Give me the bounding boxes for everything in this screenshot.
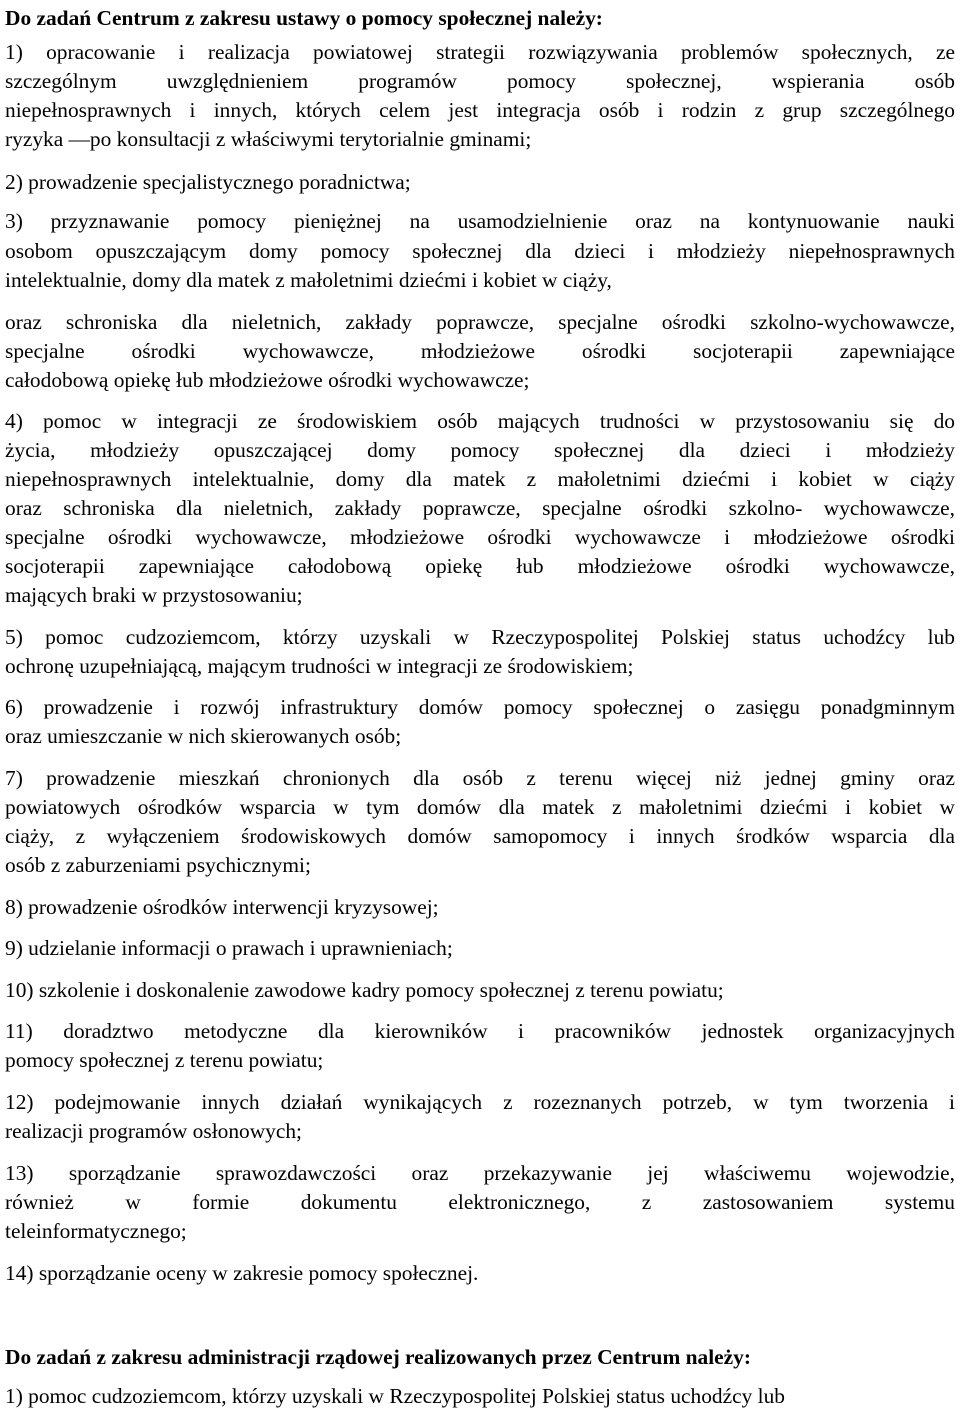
text-line: 1) pomoc cudzoziemcom, którzy uzyskali w Rzeczypospolitej Polskiej status uchodźcy lub (5, 1384, 785, 1408)
text-line: osób z zaburzeniami psychicznymi; (5, 853, 311, 877)
text-line: socjoterapii zapewniające całodobową opiekę łub młodzieżowe ośrodki wychowawcze, (5, 554, 955, 578)
text-line: 12) podejmowanie innych działań wynikających z rozeznanych potrzeb, w tym tworzenia i (5, 1090, 955, 1114)
text-line: niepełnosprawnych i innych, których celem jest integracja osób i rodzin z grup szczególnego (5, 98, 955, 122)
text-line: 3) przyznawanie pomocy pieniężnej na usamodzielnienie oraz na kontynuowanie nauki (5, 209, 955, 233)
text-line: pomocy społecznej z terenu powiatu; (5, 1048, 324, 1072)
text-line: osobom opuszczającym domy pomocy społecznej dla dzieci i młodzieży niepełnosprawnych (5, 239, 955, 263)
section-heading: Do zadań z zakresu administracji rządowej realizowanych przez Centrum należy: (5, 1345, 751, 1369)
text-line: oraz schroniska dla nieletnich, zakłady poprawcze, specjalne ośrodki szkolno- wychowawcze, (5, 496, 955, 520)
text-line: również w formie dokumentu elektronicznego, z zastosowaniem systemu (5, 1190, 955, 1214)
text-line: 9) udzielanie informacji o prawach i uprawnieniach; (5, 936, 453, 960)
text-line: 2) prowadzenie specjalistycznego poradnictwa; (5, 170, 411, 194)
text-line: oraz schroniska dla nieletnich, zakłady poprawcze, specjalne ośrodki szkolno-wychowawcze, (5, 310, 955, 334)
text-line: 8) prowadzenie ośrodków interwencji kryzysowej; (5, 895, 439, 919)
text-line: niepełnosprawnych intelektualnie, domy dla matek z małoletnimi dziećmi i kobiet w ciąży (5, 467, 955, 491)
text-line: ciąży, z wyłączeniem środowiskowych domów samopomocy i innych środków wsparcia dla (5, 824, 955, 848)
text-line: ryzyka —po konsultacji z właściwymi terytorialnie gminami; (5, 127, 532, 151)
text-line: specjalne ośrodki wychowawcze, młodzieżowe ośrodki wychowawcze i młodzieżowe ośrodki (5, 525, 955, 549)
text-line: 1) opracowanie i realizacja powiatowej strategii rozwiązywania problemów społecznych, ze (5, 40, 955, 64)
text-line: 4) pomoc w integracji ze środowiskiem osób mających trudności w przystosowaniu się do (5, 409, 955, 433)
text-line: 13) sporządzanie sprawozdawczości oraz przekazywanie jej właściwemu wojewodzie, (5, 1161, 955, 1185)
text-line: oraz umieszczanie w nich skierowanych osób; (5, 724, 402, 748)
text-line: specjalne ośrodki wychowawcze, młodzieżowe ośrodki socjoterapii zapewniające (5, 339, 955, 363)
text-line: intelektualnie, domy dla matek z małoletnimi dziećmi i kobiet w ciąży, (5, 268, 612, 292)
text-line: teleinformatycznego; (5, 1219, 187, 1243)
text-line: 11) doradztwo metodyczne dla kierowników i pracowników jednostek organizacyjnych (5, 1019, 955, 1043)
text-line: 5) pomoc cudzoziemcom, którzy uzyskali w Rzeczypospolitej Polskiej status uchodźcy lub (5, 625, 955, 649)
text-line: ochronę uzupełniającą, mającym trudności w integracji ze środowiskiem; (5, 654, 634, 678)
text-line: 14) sporządzanie oceny w zakresie pomocy społecznej. (5, 1261, 479, 1285)
text-line: mających braki w przystosowaniu; (5, 583, 303, 607)
text-line: całodobową opiekę łub młodzieżowe ośrodki wychowawcze; (5, 368, 530, 392)
text-line: realizacji programów osłonowych; (5, 1119, 302, 1143)
text-line: życia, młodzieży opuszczającej domy pomocy społecznej dla dzieci i młodzieży (5, 438, 955, 462)
text-line: 10) szkolenie i doskonalenie zawodowe kadry pomocy społecznej z terenu powiatu; (5, 978, 724, 1002)
text-line: 6) prowadzenie i rozwój infrastruktury domów pomocy społecznej o zasięgu ponadgminnym (5, 695, 955, 719)
text-line: szczególnym uwzględnieniem programów pomocy społecznej, wspierania osób (5, 69, 955, 93)
section-heading: Do zadań Centrum z zakresu ustawy o pomocy społecznej należy: (5, 6, 603, 30)
text-line: 7) prowadzenie mieszkań chronionych dla osób z terenu więcej niż jednej gminy oraz (5, 766, 955, 790)
text-line: powiatowych ośrodków wsparcia w tym domów dla matek z małoletnimi dziećmi i kobiet w (5, 795, 955, 819)
